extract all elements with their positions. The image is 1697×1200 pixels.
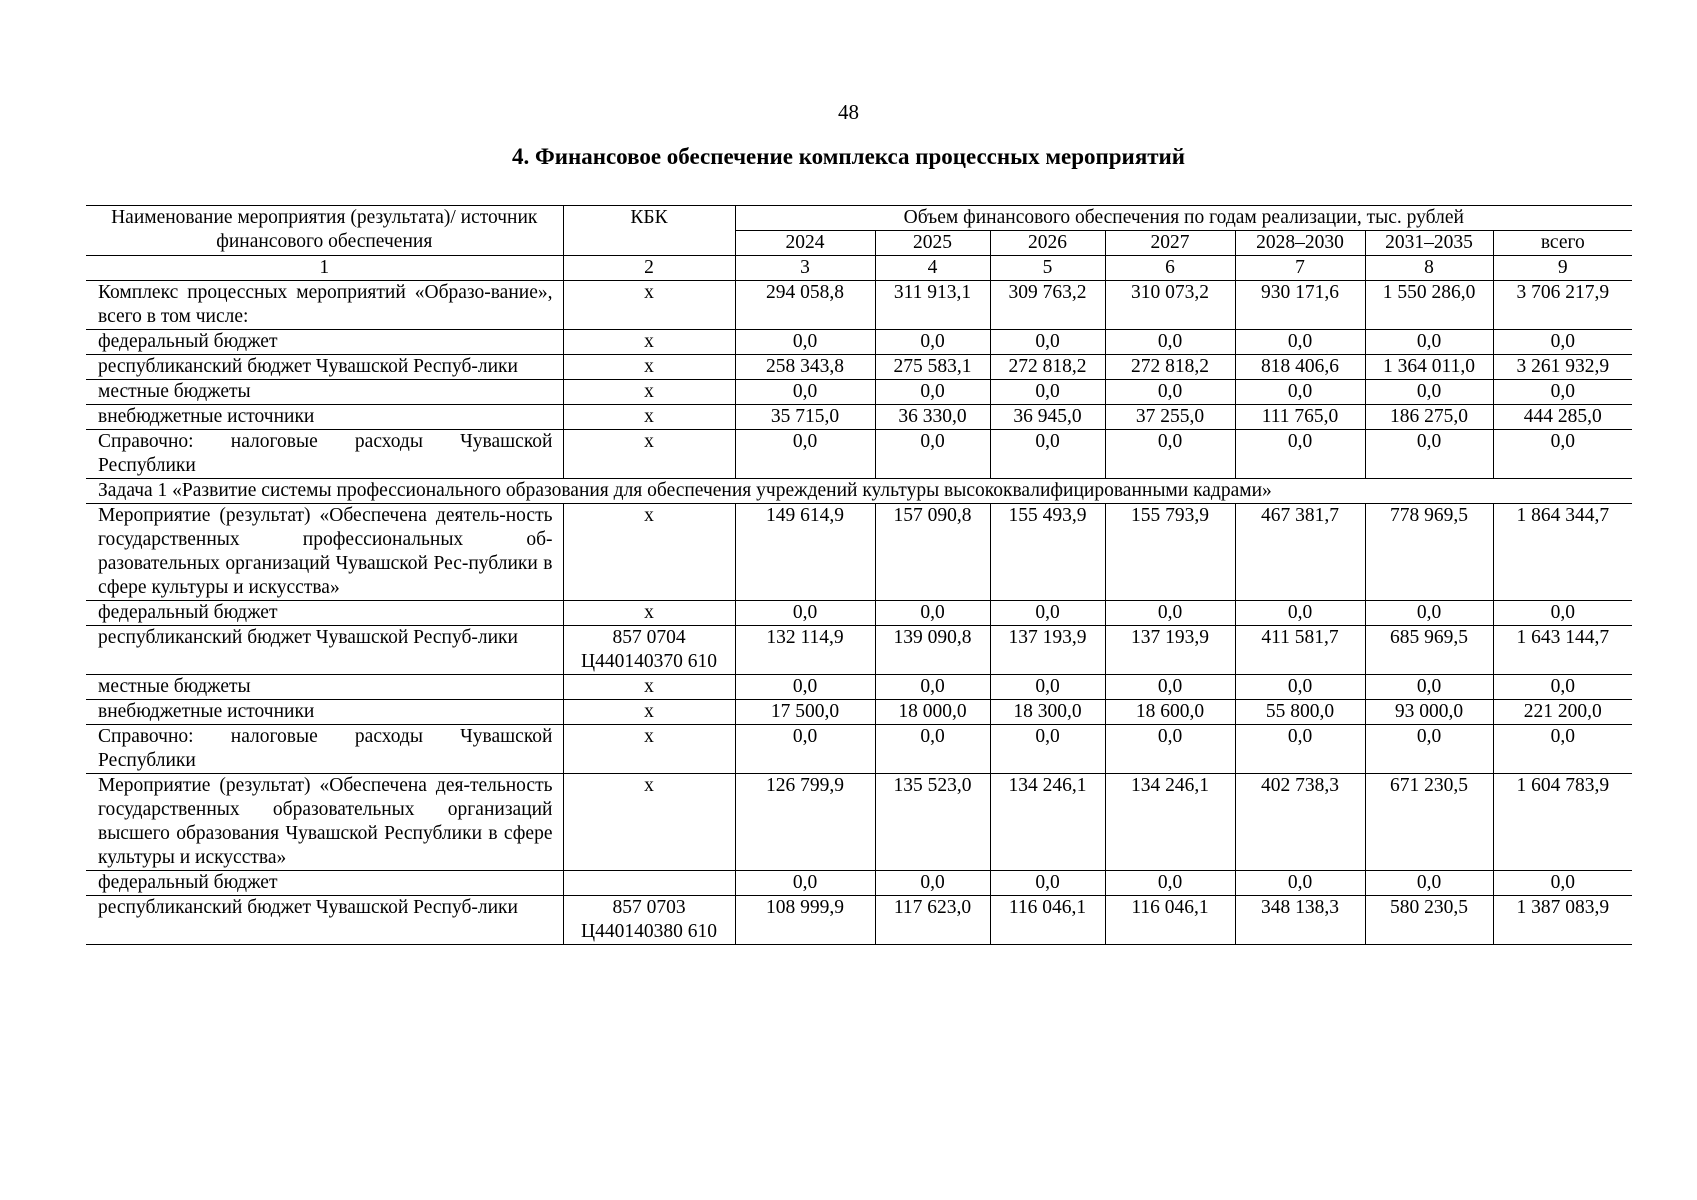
row-value: 0,0 [1235,725,1365,774]
row-value: 221 200,0 [1493,700,1632,725]
row-value: 467 381,7 [1235,504,1365,601]
row-value: 1 604 783,9 [1493,774,1632,871]
row-value: 18 000,0 [875,700,990,725]
row-value: 111 765,0 [1235,405,1365,430]
task-title: Задача 1 «Развитие системы профессионального образования для обеспечения учреждений культуры высококвалифицированными кадрами» [86,479,1632,504]
row-value: 18 300,0 [990,700,1105,725]
row-value: 311 913,1 [875,281,990,330]
row-value: 0,0 [1365,380,1493,405]
row-value: 0,0 [875,330,990,355]
row-kbk: х [563,281,735,330]
row-kbk: 857 0703 Ц440140380 610 [563,896,735,945]
row-value: 0,0 [1493,725,1632,774]
row-value: 0,0 [1365,601,1493,626]
row-value: 0,0 [1105,725,1235,774]
row-name: федеральный бюджет [86,601,563,626]
row-kbk: х [563,675,735,700]
header-name-column: Наименование мероприятия (результата)/ источник финансового обеспечения [86,206,563,256]
header-volume-column: Объем финансового обеспечения по годам реализации, тыс. рублей [735,206,1632,231]
row-value: 157 090,8 [875,504,990,601]
row-value: 93 000,0 [1365,700,1493,725]
table-row [86,281,1632,330]
row-name: федеральный бюджет [86,871,563,896]
header-year: 2031–2035 [1365,231,1493,256]
row-value: 37 255,0 [1105,405,1235,430]
row-name: Мероприятие (результат) «Обеспечена деятель-ность государственных профессиональных об-разовательных организаций Чувашской Рес-публики в сфере культуры и искусства» [86,504,563,601]
document-title: 4. Финансовое обеспечение комплекса процессных мероприятий [511,144,1186,169]
table-row [86,871,1632,896]
header-column-number: 1 [86,256,563,281]
row-value: 155 793,9 [1105,504,1235,601]
row-name: республиканский бюджет Чувашской Респуб-лики [86,626,563,675]
row-value: 134 246,1 [990,774,1105,871]
row-name: республиканский бюджет Чувашской Респуб-лики [86,355,563,380]
row-name: местные бюджеты [86,675,563,700]
row-value: 55 800,0 [1235,700,1365,725]
row-value: 0,0 [1493,430,1632,479]
row-value: 0,0 [1365,725,1493,774]
row-value: 135 523,0 [875,774,990,871]
row-value: 0,0 [735,675,875,700]
table-row [86,380,1632,405]
row-kbk: х [563,430,735,479]
header-year: 2024 [735,231,875,256]
row-value: 0,0 [1105,871,1235,896]
row-value: 930 171,6 [1235,281,1365,330]
table-row [86,330,1632,355]
header-year: 2025 [875,231,990,256]
page-number: 48 [838,100,859,124]
header-year: 2027 [1105,231,1235,256]
table-row [86,405,1632,430]
row-value: 36 330,0 [875,405,990,430]
row-name: внебюджетные источники [86,405,563,430]
header-year: 2028–2030 [1235,231,1365,256]
row-value: 137 193,9 [1105,626,1235,675]
table-row [86,774,1632,871]
header-year: 2026 [990,231,1105,256]
row-value: 818 406,6 [1235,355,1365,380]
financing-table [86,205,1632,945]
row-value: 0,0 [1365,675,1493,700]
row-value: 134 246,1 [1105,774,1235,871]
row-value: 0,0 [1235,330,1365,355]
row-value: 0,0 [1493,380,1632,405]
row-value: 0,0 [875,871,990,896]
row-value: 294 058,8 [735,281,875,330]
row-value: 0,0 [1365,871,1493,896]
row-value: 137 193,9 [990,626,1105,675]
row-value: 0,0 [875,725,990,774]
row-value: 0,0 [990,601,1105,626]
row-value: 36 945,0 [990,405,1105,430]
row-value: 116 046,1 [1105,896,1235,945]
row-kbk: х [563,355,735,380]
row-value: 671 230,5 [1365,774,1493,871]
row-kbk: х [563,725,735,774]
row-value: 0,0 [1493,601,1632,626]
header-column-number: 7 [1235,256,1365,281]
row-kbk: 857 0704 Ц440140370 610 [563,626,735,675]
table-row [86,430,1632,479]
row-value: 348 138,3 [1235,896,1365,945]
header-column-number: 6 [1105,256,1235,281]
row-value: 0,0 [990,380,1105,405]
row-value: 580 230,5 [1365,896,1493,945]
row-kbk: х [563,601,735,626]
table-row [86,725,1632,774]
row-value: 117 623,0 [875,896,990,945]
row-value: 0,0 [1493,330,1632,355]
row-name: Справочно: налоговые расходы Чувашской Республики [86,430,563,479]
row-name: Мероприятие (результат) «Обеспечена дея-тельность государственных образовательных организаций высшего образования Чувашской Республики в сфере культуры и искусства» [86,774,563,871]
row-value: 0,0 [1493,675,1632,700]
row-value: 108 999,9 [735,896,875,945]
table-row [86,355,1632,380]
row-kbk: х [563,774,735,871]
header-column-number: 3 [735,256,875,281]
row-value: 35 715,0 [735,405,875,430]
row-value: 685 969,5 [1365,626,1493,675]
row-value: 18 600,0 [1105,700,1235,725]
row-value: 0,0 [1105,601,1235,626]
row-name: республиканский бюджет Чувашской Респуб-лики [86,896,563,945]
header-column-number: 5 [990,256,1105,281]
row-value: 0,0 [1105,330,1235,355]
row-value: 116 046,1 [990,896,1105,945]
row-value: 0,0 [875,430,990,479]
table-row [86,675,1632,700]
row-value: 0,0 [1105,380,1235,405]
header-column-number: 2 [563,256,735,281]
header-kbk-column: КБК [563,206,735,256]
row-value: 0,0 [735,725,875,774]
row-value: 0,0 [735,430,875,479]
row-value: 3 261 932,9 [1493,355,1632,380]
row-value: 126 799,9 [735,774,875,871]
row-value: 0,0 [1235,675,1365,700]
row-value: 3 706 217,9 [1493,281,1632,330]
row-value: 149 614,9 [735,504,875,601]
row-value: 0,0 [1105,430,1235,479]
row-value: 0,0 [735,601,875,626]
row-kbk: х [563,330,735,355]
row-value: 778 969,5 [1365,504,1493,601]
row-value: 0,0 [990,330,1105,355]
row-value: 309 763,2 [990,281,1105,330]
row-value: 0,0 [1493,871,1632,896]
row-name: Комплекс процессных мероприятий «Образо-вание», всего в том числе: [86,281,563,330]
row-value: 272 818,2 [1105,355,1235,380]
row-value: 155 493,9 [990,504,1105,601]
row-value: 0,0 [1105,675,1235,700]
row-value: 1 387 083,9 [1493,896,1632,945]
row-name: местные бюджеты [86,380,563,405]
row-kbk: х [563,405,735,430]
row-value: 0,0 [1235,430,1365,479]
row-value: 444 285,0 [1493,405,1632,430]
row-value: 1 864 344,7 [1493,504,1632,601]
row-name: внебюджетные источники [86,700,563,725]
row-value: 272 818,2 [990,355,1105,380]
row-value: 17 500,0 [735,700,875,725]
header-column-number: 4 [875,256,990,281]
row-name: федеральный бюджет [86,330,563,355]
table-row [86,601,1632,626]
row-name: Справочно: налоговые расходы Чувашской Республики [86,725,563,774]
row-value: 0,0 [1365,330,1493,355]
row-value: 0,0 [990,675,1105,700]
row-kbk [563,871,735,896]
row-value: 411 581,7 [1235,626,1365,675]
row-value: 402 738,3 [1235,774,1365,871]
row-value: 186 275,0 [1365,405,1493,430]
row-value: 310 073,2 [1105,281,1235,330]
row-kbk: х [563,380,735,405]
row-value: 1 643 144,7 [1493,626,1632,675]
header-column-number: 8 [1365,256,1493,281]
table-row [86,700,1632,725]
header-year: всего [1493,231,1632,256]
row-kbk: х [563,700,735,725]
row-value: 0,0 [990,430,1105,479]
row-value: 1 364 011,0 [1365,355,1493,380]
row-value: 0,0 [1365,430,1493,479]
row-value: 275 583,1 [875,355,990,380]
row-kbk: х [563,504,735,601]
row-value: 0,0 [735,380,875,405]
row-value: 0,0 [875,675,990,700]
table-row [86,896,1632,945]
row-value: 0,0 [875,380,990,405]
table-row [86,626,1632,675]
table-row [86,504,1632,601]
row-value: 0,0 [1235,380,1365,405]
row-value: 139 090,8 [875,626,990,675]
row-value: 1 550 286,0 [1365,281,1493,330]
row-value: 0,0 [1235,871,1365,896]
row-value: 0,0 [1235,601,1365,626]
row-value: 0,0 [735,330,875,355]
row-value: 0,0 [875,601,990,626]
task-row [86,479,1632,504]
row-value: 0,0 [990,871,1105,896]
row-value: 258 343,8 [735,355,875,380]
row-value: 132 114,9 [735,626,875,675]
header-column-number: 9 [1493,256,1632,281]
row-value: 0,0 [735,871,875,896]
row-value: 0,0 [990,725,1105,774]
